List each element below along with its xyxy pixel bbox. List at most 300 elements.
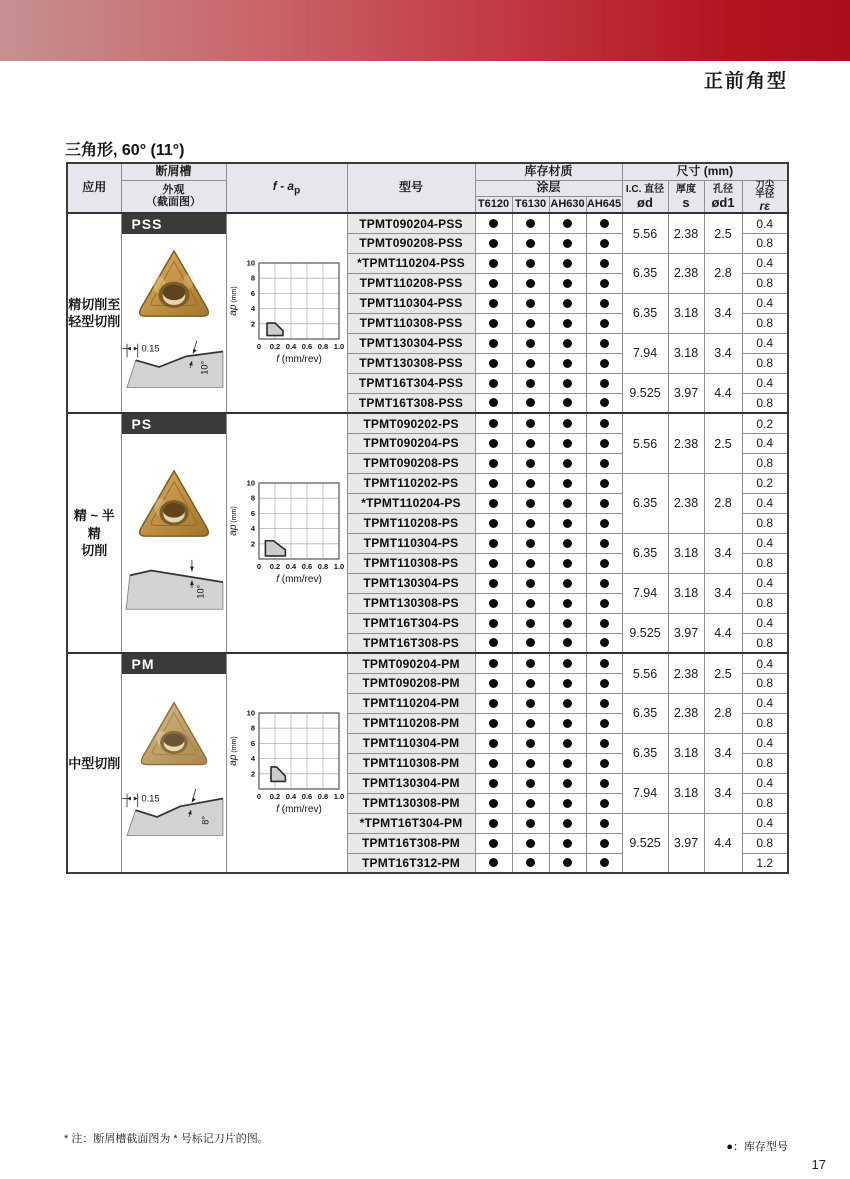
stock-dot-cell	[475, 453, 512, 473]
stock-dot	[600, 719, 609, 728]
stock-dot	[526, 559, 535, 568]
stock-dot	[526, 599, 535, 608]
corner-radius-cell: 0.8	[742, 553, 788, 573]
stock-dot	[600, 858, 609, 867]
svg-text:0.2: 0.2	[269, 562, 280, 572]
stock-dot-cell	[475, 553, 512, 573]
stock-dot	[489, 319, 498, 328]
stock-dot-cell	[586, 633, 622, 653]
model-cell: TPMT110304-PS	[347, 533, 475, 553]
stock-dot	[563, 459, 572, 468]
model-cell: TPMT090208-PSS	[347, 233, 475, 253]
stock-legend: ●：库存型号	[726, 1141, 788, 1153]
stock-dot	[600, 659, 609, 668]
stock-dot-cell	[586, 473, 622, 493]
hole-diameter-cell: 2.5	[704, 413, 742, 473]
appearance-body	[122, 234, 226, 410]
stock-dot-cell	[549, 673, 586, 693]
stock-dot-cell	[549, 653, 586, 673]
ic-dia-symbol: ød	[637, 194, 653, 210]
model-cell: TPMT16T308-PM	[347, 833, 475, 853]
stock-dot	[563, 599, 572, 608]
thickness-cell: 2.38	[668, 473, 704, 533]
stock-dot-cell	[549, 513, 586, 533]
stock-dot-cell	[475, 653, 512, 673]
svg-text:0.4: 0.4	[285, 792, 296, 802]
ic-diameter-cell: 6.35	[622, 533, 668, 573]
header-application: 应用	[67, 163, 121, 213]
svg-text:2: 2	[250, 769, 255, 779]
stock-dot	[526, 398, 535, 407]
thickness-cell: 3.18	[668, 573, 704, 613]
corner-radius-cell: 0.8	[742, 713, 788, 733]
model-cell: TPMT130304-PS	[347, 573, 475, 593]
stock-dot-cell	[475, 733, 512, 753]
stock-dot	[526, 619, 535, 628]
appearance-cell	[121, 413, 226, 653]
hole-diameter-cell: 4.4	[704, 813, 742, 873]
model-cell: *TPMT110204-PSS	[347, 253, 475, 273]
corner-radius-cell: 0.8	[742, 353, 788, 373]
f-ap-chart-wrap	[227, 257, 347, 369]
stock-dot-cell	[586, 353, 622, 373]
corner-radius-cell: 0.4	[742, 773, 788, 793]
stock-dot-cell	[549, 333, 586, 353]
stock-dot	[600, 699, 609, 708]
land-width-dim: 0.15	[141, 793, 159, 804]
stock-dot-cell	[475, 353, 512, 373]
corner-radius-cell: 0.8	[742, 313, 788, 333]
corner-radius-cell: 0.8	[742, 833, 788, 853]
stock-dot-cell	[475, 573, 512, 593]
stock-dot-cell	[475, 473, 512, 493]
stock-dot	[526, 479, 535, 488]
stock-dot-cell	[549, 773, 586, 793]
corner-radius-cell: 0.8	[742, 793, 788, 813]
section-title: 三角形, 60° (11°)	[65, 142, 185, 159]
stock-dot	[600, 619, 609, 628]
model-cell: TPMT090208-PM	[347, 673, 475, 693]
stock-dot	[600, 299, 609, 308]
group-pm	[67, 653, 788, 873]
stock-dot-cell	[549, 413, 586, 433]
chipbreaker-group-label: PSS	[122, 214, 226, 234]
stock-dot-cell	[475, 793, 512, 813]
stock-dot	[563, 679, 572, 688]
appearance-label: 外观	[162, 183, 185, 196]
stock-dot-cell	[512, 633, 549, 653]
stock-dot	[526, 539, 535, 548]
insert-photo	[130, 466, 218, 544]
stock-dot-cell	[512, 313, 549, 333]
hole-dia-label: 孔径	[713, 184, 733, 196]
model-cell: TPMT110208-PS	[347, 513, 475, 533]
f-ap-chart-wrap	[227, 477, 347, 589]
thickness-cell: 3.97	[668, 813, 704, 873]
stock-dot	[563, 299, 572, 308]
model-cell: TPMT110208-PM	[347, 713, 475, 733]
stock-dot	[489, 559, 498, 568]
corner-radius-cell: 0.8	[742, 673, 788, 693]
ic-diameter-cell: 6.35	[622, 293, 668, 333]
stock-dot-cell	[586, 773, 622, 793]
stock-dot-cell	[512, 373, 549, 393]
thickness-cell: 3.97	[668, 613, 704, 653]
ic-diameter-cell: 5.56	[622, 653, 668, 693]
stock-dot-cell	[586, 613, 622, 633]
corner-radius-cell: 0.4	[742, 253, 788, 273]
stock-dot	[563, 219, 572, 228]
stock-dot-cell	[512, 353, 549, 373]
ic-diameter-cell: 9.525	[622, 613, 668, 653]
hole-diameter-cell: 3.4	[704, 333, 742, 373]
stock-dot-cell	[586, 313, 622, 333]
stock-dot	[563, 659, 572, 668]
corner-radius-cell: 0.4	[742, 213, 788, 233]
stock-dot-cell	[586, 233, 622, 253]
stock-dot-cell	[475, 333, 512, 353]
stock-dot-cell	[512, 413, 549, 433]
svg-text:2: 2	[250, 319, 255, 329]
stock-dot	[563, 259, 572, 268]
corner-radius-cell: 0.8	[742, 453, 788, 473]
thickness-cell: 3.18	[668, 733, 704, 773]
stock-dot	[563, 858, 572, 867]
stock-dot-cell	[475, 433, 512, 453]
application-line: 精 ~ 半精	[73, 508, 115, 541]
model-cell: TPMT130308-PM	[347, 793, 475, 813]
stock-dot	[489, 739, 498, 748]
model-cell: TPMT16T304-PS	[347, 613, 475, 633]
header-stock-material: 库存材质	[475, 163, 622, 180]
model-cell: TPMT16T308-PS	[347, 633, 475, 653]
model-cell: *TPMT110204-PS	[347, 493, 475, 513]
stock-dot-cell	[512, 673, 549, 693]
hole-diameter-cell: 3.4	[704, 293, 742, 333]
svg-text:10: 10	[246, 478, 255, 488]
model-cell: TPMT090202-PS	[347, 413, 475, 433]
stock-dot-cell	[475, 253, 512, 273]
stock-dot-cell	[549, 753, 586, 773]
stock-dot	[526, 419, 535, 428]
stock-dot-cell	[549, 393, 586, 413]
stock-dot	[600, 739, 609, 748]
ic-diameter-cell: 9.525	[622, 373, 668, 413]
stock-dot	[489, 638, 498, 647]
model-cell: TPMT130304-PM	[347, 773, 475, 793]
stock-dot-cell	[475, 833, 512, 853]
stock-dot	[563, 519, 572, 528]
stock-dot	[489, 519, 498, 528]
stock-dot-cell	[549, 693, 586, 713]
thickness-cell: 3.18	[668, 773, 704, 813]
stock-dot-cell	[586, 413, 622, 433]
stock-dot-cell	[549, 253, 586, 273]
stock-dot-cell	[586, 573, 622, 593]
stock-dot-cell	[475, 613, 512, 633]
hole-diameter-cell: 4.4	[704, 373, 742, 413]
stock-dot	[489, 279, 498, 288]
hole-diameter-cell: 2.8	[704, 253, 742, 293]
f-ap-chart	[227, 257, 347, 369]
svg-text:10: 10	[246, 258, 255, 268]
application-line: 中型切削	[68, 755, 121, 771]
model-cell: TPMT110304-PM	[347, 733, 475, 753]
stock-dot-cell	[549, 813, 586, 833]
stock-dot-cell	[512, 513, 549, 533]
stock-dot	[489, 259, 498, 268]
stock-dot-cell	[586, 853, 622, 873]
model-cell: TPMT110308-PSS	[347, 313, 475, 333]
stock-dot-cell	[586, 293, 622, 313]
stock-dot-cell	[475, 413, 512, 433]
svg-text:4: 4	[250, 524, 255, 534]
stock-dot	[526, 379, 535, 388]
stock-dot	[600, 279, 609, 288]
stock-dot-cell	[512, 773, 549, 793]
top-banner	[0, 0, 850, 61]
stock-dot	[526, 219, 535, 228]
stock-dot	[526, 279, 535, 288]
ic-diameter-cell: 6.35	[622, 693, 668, 733]
corner-radius-cell: 0.8	[742, 233, 788, 253]
model-cell: TPMT110204-PM	[347, 693, 475, 713]
stock-dot-cell	[475, 673, 512, 693]
stock-dot	[600, 479, 609, 488]
model-cell: TPMT110202-PS	[347, 473, 475, 493]
application-cell	[67, 213, 121, 413]
stock-dot-cell	[549, 593, 586, 613]
model-cell: TPMT090208-PS	[347, 453, 475, 473]
stock-dot	[489, 499, 498, 508]
corner-radius-cell: 0.8	[742, 633, 788, 653]
stock-dot	[600, 519, 609, 528]
stock-dot-cell	[512, 853, 549, 873]
model-cell: TPMT130308-PS	[347, 593, 475, 613]
stock-dot	[563, 819, 572, 828]
chipbreaker-cross-section	[122, 556, 226, 618]
stock-dot	[563, 239, 572, 248]
corner-radius-cell: 0.4	[742, 693, 788, 713]
table-header	[67, 163, 788, 213]
svg-text:f (mm/rev): f (mm/rev)	[275, 354, 322, 366]
stock-dot-cell	[512, 293, 549, 313]
stock-dot	[489, 619, 498, 628]
appearance-visual	[122, 414, 226, 650]
stock-dot	[489, 719, 498, 728]
f-ap-label: f - a	[272, 178, 295, 193]
svg-text:0.2: 0.2	[269, 792, 280, 802]
stock-dot	[563, 799, 572, 808]
svg-text:0.6: 0.6	[301, 342, 312, 352]
corner-radius-cell: 0.2	[742, 413, 788, 433]
stock-dot	[563, 359, 572, 368]
stock-dot-cell	[586, 333, 622, 353]
stock-dot-cell	[475, 773, 512, 793]
appearance-cell	[121, 653, 226, 873]
ic-dia-label: I.C. 直径	[625, 184, 665, 196]
header-corner-radius	[742, 180, 788, 213]
corner-radius-cell: 0.4	[742, 653, 788, 673]
corner-radius-symbol: rε	[759, 199, 770, 214]
application-label	[68, 755, 121, 773]
ic-diameter-cell: 5.56	[622, 413, 668, 473]
header-hole-diameter	[704, 180, 742, 213]
stock-dot	[526, 659, 535, 668]
stock-dot	[489, 439, 498, 448]
stock-dot	[600, 239, 609, 248]
stock-dot-cell	[549, 353, 586, 373]
stock-dot	[526, 239, 535, 248]
stock-dot-cell	[586, 693, 622, 713]
insert-photo	[132, 698, 216, 772]
stock-dot	[563, 719, 572, 728]
hole-diameter-cell: 2.5	[704, 213, 742, 253]
f-ap-cell	[226, 653, 347, 873]
application-line: 精切削至	[68, 296, 121, 312]
stock-dot-cell	[549, 613, 586, 633]
corner-radius-cell: 0.4	[742, 373, 788, 393]
stock-dot	[526, 299, 535, 308]
hole-diameter-cell: 3.4	[704, 573, 742, 613]
stock-dot	[600, 599, 609, 608]
corner-radius-cell: 0.4	[742, 293, 788, 313]
svg-text:0: 0	[256, 562, 261, 572]
header-grade-t6130: T6130	[512, 196, 549, 213]
corner-radius-cell: 0.8	[742, 753, 788, 773]
stock-dot	[526, 459, 535, 468]
stock-dot-cell	[475, 273, 512, 293]
stock-dot	[600, 638, 609, 647]
stock-dot-cell	[512, 333, 549, 353]
application-cell	[67, 653, 121, 873]
svg-text:f (mm/rev): f (mm/rev)	[275, 804, 322, 816]
stock-dot-cell	[549, 633, 586, 653]
stock-dot	[563, 759, 572, 768]
corner-radius-label-2: 半径	[755, 189, 775, 201]
thickness-cell: 2.38	[668, 413, 704, 473]
group-ps	[67, 413, 788, 653]
group-pss	[67, 213, 788, 413]
corner-radius-cell: 0.4	[742, 733, 788, 753]
stock-dot-cell	[512, 253, 549, 273]
stock-dot	[600, 339, 609, 348]
stock-dot-cell	[549, 793, 586, 813]
stock-dot-cell	[549, 713, 586, 733]
svg-text:0.8: 0.8	[317, 342, 328, 352]
corner-radius-cell: 0.8	[742, 513, 788, 533]
stock-dot-cell	[475, 393, 512, 413]
stock-dot-cell	[475, 813, 512, 833]
stock-dot-cell	[549, 573, 586, 593]
stock-dot-cell	[475, 533, 512, 553]
stock-dot-cell	[475, 513, 512, 533]
stock-dot	[600, 259, 609, 268]
stock-dot-cell	[512, 533, 549, 553]
stock-dot-cell	[549, 833, 586, 853]
stock-dot	[489, 699, 498, 708]
chipbreaker-group-label: PS	[122, 414, 226, 434]
ic-diameter-cell: 7.94	[622, 773, 668, 813]
stock-dot-cell	[549, 373, 586, 393]
svg-text:ap (mm): ap (mm)	[227, 286, 239, 317]
svg-text:ap (mm): ap (mm)	[227, 736, 239, 767]
stock-dot-cell	[512, 213, 549, 233]
stock-dot-cell	[586, 253, 622, 273]
stock-dot	[489, 819, 498, 828]
stock-dot	[526, 339, 535, 348]
hole-diameter-cell: 3.4	[704, 733, 742, 773]
stock-dot	[526, 638, 535, 647]
stock-dot-cell	[549, 533, 586, 553]
appearance-sub-label: （截面图）	[146, 196, 201, 209]
svg-text:0: 0	[256, 792, 261, 802]
stock-dot-cell	[512, 273, 549, 293]
stock-dot-cell	[549, 453, 586, 473]
stock-dot	[563, 419, 572, 428]
stock-dot-cell	[586, 393, 622, 413]
hole-diameter-cell: 2.8	[704, 693, 742, 733]
thickness-cell: 2.38	[668, 653, 704, 693]
stock-dot	[600, 839, 609, 848]
page-number: 17	[811, 1157, 826, 1172]
stock-dot	[526, 319, 535, 328]
svg-text:0.6: 0.6	[301, 562, 312, 572]
corner-radius-cell: 0.8	[742, 393, 788, 413]
stock-dot	[563, 339, 572, 348]
svg-text:1.0: 1.0	[333, 562, 344, 572]
stock-dot	[600, 419, 609, 428]
corner-radius-cell: 0.4	[742, 813, 788, 833]
svg-text:6: 6	[250, 509, 255, 519]
svg-text:0.2: 0.2	[269, 342, 280, 352]
model-cell: TPMT110304-PSS	[347, 293, 475, 313]
stock-dot	[489, 679, 498, 688]
stock-dot	[526, 359, 535, 368]
application-line: 切削	[81, 543, 108, 559]
stock-dot-cell	[586, 733, 622, 753]
stock-dot	[489, 359, 498, 368]
stock-dot	[526, 759, 535, 768]
hole-diameter-cell: 2.5	[704, 653, 742, 693]
model-cell: TPMT16T308-PSS	[347, 393, 475, 413]
hole-diameter-cell: 3.4	[704, 533, 742, 573]
svg-text:6: 6	[250, 289, 255, 299]
stock-dot-cell	[586, 653, 622, 673]
svg-text:0.8: 0.8	[317, 562, 328, 572]
stock-dot-cell	[475, 373, 512, 393]
application-label	[68, 507, 121, 560]
thickness-symbol: s	[682, 194, 690, 210]
stock-dot-cell	[512, 593, 549, 613]
stock-dot	[526, 579, 535, 588]
model-cell: TPMT16T312-PM	[347, 853, 475, 873]
model-cell: TPMT110308-PM	[347, 753, 475, 773]
svg-text:ap (mm): ap (mm)	[227, 506, 239, 537]
page-title: 正前角型	[703, 71, 788, 92]
corner-radius-label-1: 刀尖	[755, 179, 775, 191]
appearance-cell	[121, 213, 226, 413]
header-ic-diameter	[622, 180, 668, 213]
stock-dot	[563, 779, 572, 788]
model-cell: TPMT130308-PSS	[347, 353, 475, 373]
thickness-cell: 2.38	[668, 693, 704, 733]
appearance-body	[122, 674, 226, 870]
stock-dot-cell	[512, 493, 549, 513]
svg-text:10: 10	[246, 708, 255, 718]
stock-dot	[600, 539, 609, 548]
stock-dot	[563, 319, 572, 328]
